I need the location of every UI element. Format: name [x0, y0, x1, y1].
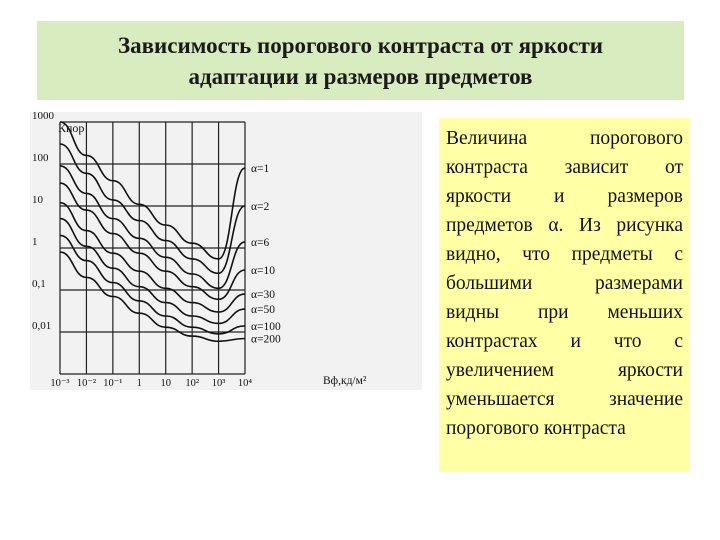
series-label: α=1	[251, 163, 270, 176]
chart-lines	[60, 122, 245, 341]
series-line	[60, 252, 245, 341]
y-tick-label: 100	[32, 152, 49, 164]
series-label: α=200	[251, 333, 281, 346]
y-axis-title: Кпор	[58, 121, 85, 135]
series-label: α=10	[251, 264, 276, 277]
y-tick-label: 1000	[32, 112, 54, 122]
x-tick-label: 10	[160, 378, 171, 389]
series-label: α=2	[251, 201, 270, 213]
series-line	[60, 122, 245, 259]
series-label: α=6	[251, 236, 270, 249]
x-tick-label: 10⁻¹	[103, 378, 123, 389]
description-text: Величина порогового контраста зависит от яркости и размеров предметов α. Из рисунка видно, что предметы с большими размерами видны при меньших контрастах и что с увеличением яркости уменьшается значение порогового контраста	[446, 128, 683, 439]
contrast-chart-svg	[30, 112, 422, 390]
chart-ticks	[32, 112, 252, 389]
x-tick-label: 1	[136, 378, 142, 389]
x-tick-label: 10⁻³	[50, 378, 70, 389]
y-tick-label: 1	[32, 236, 38, 248]
description-box	[439, 118, 690, 472]
x-tick-label: 10⁻²	[76, 378, 97, 389]
chart-series-labels	[251, 163, 281, 345]
x-tick-label: 10²	[185, 378, 199, 389]
slide-title-line-2: адаптации и размеров предметов	[188, 63, 533, 89]
series-line	[60, 144, 245, 273]
x-tick-label: 10⁴	[237, 378, 253, 389]
series-label: α=100	[251, 320, 281, 333]
y-tick-label: 10	[32, 194, 43, 206]
contrast-chart	[30, 112, 422, 390]
y-tick-label: 0,01	[32, 320, 52, 332]
slide-title	[118, 30, 603, 92]
slide-title-line-1: Зависимость порогового контраста от яркости	[117, 32, 604, 58]
x-axis-title: Вф,кд/м²	[323, 375, 367, 387]
series-label: α=30	[251, 289, 276, 302]
series-label: α=50	[251, 304, 276, 317]
slide-title-box	[37, 21, 684, 100]
series-line	[60, 166, 245, 288]
y-tick-label: 0,1	[32, 278, 46, 290]
x-tick-label: 10³	[211, 378, 226, 389]
series-line	[60, 183, 245, 299]
